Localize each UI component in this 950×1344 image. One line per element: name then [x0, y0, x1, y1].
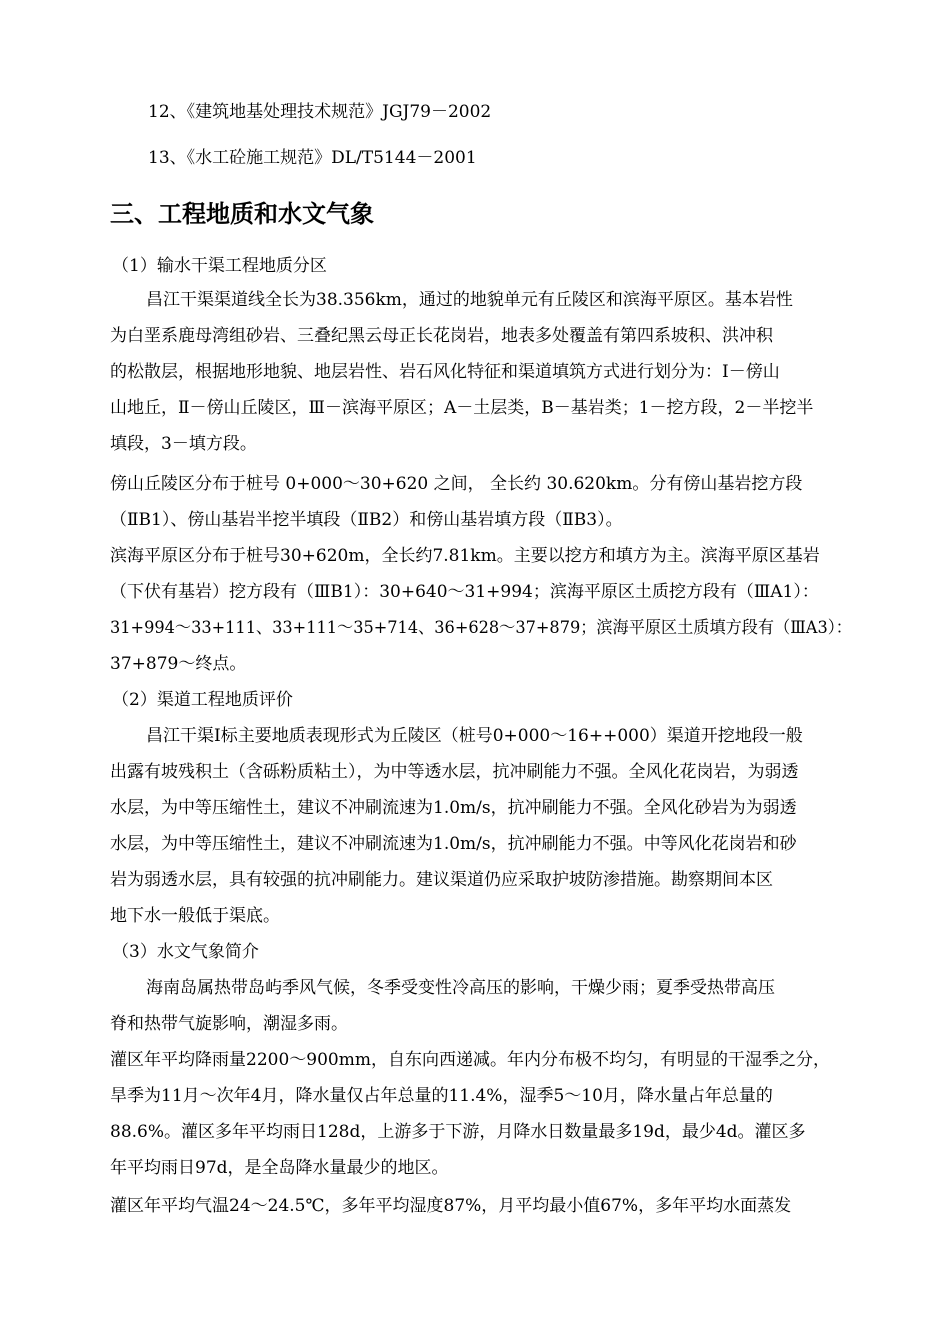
- subsection-heading-2: （2）渠道工程地质评价: [112, 690, 293, 710]
- paragraph-line: 昌江干渠渠道线全长为38.356km，通过的地貌单元有丘陵区和滨海平原区。基本岩性: [146, 290, 793, 310]
- paragraph-line: 填段，3－填方段。: [110, 434, 257, 454]
- paragraph-line: 地下水一般低于渠底。: [110, 906, 280, 926]
- paragraph-line: 水层，为中等压缩性土，建议不冲刷流速为1.0m/s，抗冲刷能力不强。中等风化花岗岩和砂: [110, 834, 797, 854]
- paragraph-line: 海南岛属热带岛屿季风气候，冬季受变性冷高压的影响，干燥少雨；夏季受热带高压: [146, 978, 775, 998]
- section-heading: 三、工程地质和水文气象: [110, 199, 374, 228]
- reference-item-13: 13、《水工砼施工规范》DL/T5144－2001: [148, 148, 477, 168]
- paragraph-line: 山地丘，Ⅱ－傍山丘陵区，Ⅲ－滨海平原区；A－土层类，B－基岩类；1－挖方段，2－半挖半: [110, 398, 814, 418]
- paragraph-line: 岩为弱透水层，具有较强的抗冲刷能力。建议渠道仍应采取护坡防渗措施。勘察期间本区: [110, 870, 773, 890]
- subsection-heading-3: （3）水文气象简介: [112, 942, 259, 962]
- paragraph-line: 年平均雨日97d，是全岛降水量最少的地区。: [110, 1158, 449, 1178]
- paragraph-line: 的松散层，根据地形地貌、地层岩性、岩石风化特征和渠道填筑方式进行划分为：Ⅰ－傍山: [110, 362, 780, 382]
- paragraph-line: 88.6%。灌区多年平均雨日128d，上游多于下游，月降水日数量最多19d，最少4d。灌区多: [110, 1122, 806, 1142]
- paragraph-line: 脊和热带气旋影响，潮湿多雨。: [110, 1014, 348, 1034]
- paragraph-line: 出露有坡残积土（含砾粉质粘土），为中等透水层，抗冲刷能力不强。全风化花岗岩，为弱透: [110, 762, 799, 782]
- paragraph-line: （ⅡB1）、傍山基岩半挖半填段（ⅡB2）和傍山基岩填方段（ⅡB3）。: [110, 510, 623, 530]
- reference-item-12: 12、《建筑地基处理技术规范》JGJ79－2002: [148, 102, 492, 122]
- paragraph-line: 滨海平原区分布于桩号30+620m，全长约7.81km。主要以挖方和填方为主。滨海平原区基岩: [110, 546, 820, 566]
- paragraph-line: 灌区年平均降雨量2200～900mm，自东向西递减。年内分布极不均匀，有明显的干湿季之分，: [110, 1050, 830, 1070]
- paragraph-line: （下伏有基岩）挖方段有（ⅢB1）：30+640～31+994；滨海平原区土质挖方段有（ⅢA1）：: [110, 582, 819, 602]
- paragraph-line: 水层，为中等压缩性土，建议不冲刷流速为1.0m/s，抗冲刷能力不强。全风化砂岩为为弱透: [110, 798, 797, 818]
- paragraph-line: 昌江干渠Ⅰ标主要地质表现形式为丘陵区（桩号0+000～16++000）渠道开挖地段一般: [146, 726, 803, 746]
- subsection-heading-1: （1）输水干渠工程地质分区: [112, 256, 327, 276]
- paragraph-line: 灌区年平均气温24～24.5℃，多年平均湿度87%，月平均最小值67%，多年平均水面蒸发: [110, 1196, 792, 1216]
- paragraph-line: 为白垩系鹿母湾组砂岩、三叠纪黑云母正长花岗岩，地表多处覆盖有第四系坡积、洪冲积: [110, 326, 773, 346]
- paragraph-line: 31+994～33+111、33+111～35+714、36+628～37+879；滨海平原区土质填方段有（ⅢA3）：: [110, 618, 852, 638]
- paragraph-line: 傍山丘陵区分布于桩号 0+000～30+620 之间， 全长约 30.620km。分有傍山基岩挖方段: [110, 474, 803, 494]
- paragraph-line: 37+879～终点。: [110, 654, 247, 674]
- paragraph-line: 旱季为11月～次年4月，降水量仅占年总量的11.4%，湿季5～10月，降水量占年总量的: [110, 1086, 773, 1106]
